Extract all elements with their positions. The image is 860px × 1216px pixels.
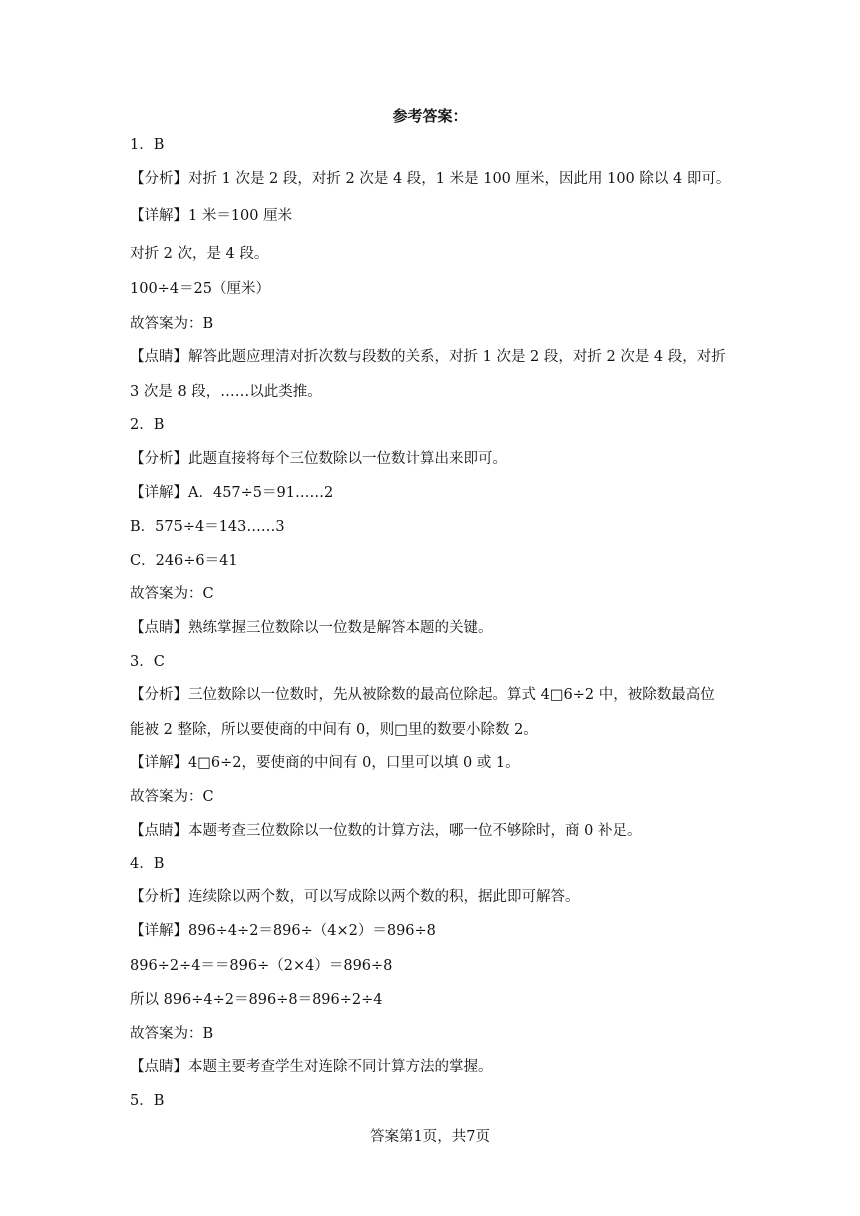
answer-line: 【详解】A．457÷5＝91……2: [130, 485, 334, 501]
answer-line: 对折 2 次，是 4 段。: [130, 246, 269, 262]
answer-line: 【详解】896÷4÷2＝896÷（4×2）＝896÷8: [130, 923, 436, 939]
answer-line: 故答案为：C: [130, 586, 214, 602]
answer-line: 3 次是 8 段，……以此类推。: [130, 384, 322, 400]
answer-line: 【点睛】解答此题应理清对折次数与段数的关系，对折 1 次是 2 段，对折 2 次是 4 段，对折: [130, 349, 726, 365]
answer-line: 【详解】4□6÷2，要使商的中间有 0，口里可以填 0 或 1。: [130, 755, 520, 771]
answer-line: 【分析】此题直接将每个三位数除以一位数计算出来即可。: [130, 451, 507, 467]
answer-line: 1．B: [130, 137, 165, 153]
answer-line: C．246÷6＝41: [130, 553, 238, 569]
answer-line: 【分析】连续除以两个数，可以写成除以两个数的积，据此即可解答。: [130, 889, 580, 905]
answer-line: 【点睛】本题考查三位数除以一位数的计算方法，哪一位不够除时，商 0 补足。: [130, 823, 642, 839]
answer-line: 【详解】1 米＝100 厘米: [130, 208, 293, 224]
answer-line: 2．B: [130, 417, 165, 433]
answer-line: 故答案为：C: [130, 789, 214, 805]
answer-line: B．575÷4＝143……3: [130, 519, 285, 535]
answer-line: 所以 896÷4÷2＝896÷8＝896÷2÷4: [130, 992, 383, 1008]
answer-line: 896÷2÷4＝＝896÷（2×4）＝896÷8: [130, 958, 393, 974]
answer-line: 故答案为：B: [130, 1026, 214, 1042]
page-title: 参考答案：: [392, 107, 468, 125]
answer-line: 5．B: [130, 1093, 165, 1109]
page-footer: 答案第1页，共7页: [370, 1129, 490, 1145]
answer-line: 100÷4＝25（厘米）: [130, 281, 271, 297]
answer-line: 【分析】对折 1 次是 2 段，对折 2 次是 4 段，1 米是 100 厘米，因此用 100 除以 4 即可。: [130, 171, 731, 187]
answer-line: 3．C: [130, 654, 165, 670]
answer-line: 【点睛】熟练掌握三位数除以一位数是解答本题的关键。: [130, 620, 493, 636]
answer-line: 故答案为：B: [130, 316, 214, 332]
answer-line: 【分析】三位数除以一位数时，先从被除数的最高位除起。算式 4□6÷2 中，被除数最高位: [130, 687, 715, 703]
answer-line: 【点睛】本题主要考查学生对连除不同计算方法的掌握。: [130, 1059, 493, 1075]
answer-line: 4．B: [130, 856, 165, 872]
answer-line: 能被 2 整除，所以要使商的中间有 0，则□里的数要小除数 2。: [130, 722, 538, 738]
